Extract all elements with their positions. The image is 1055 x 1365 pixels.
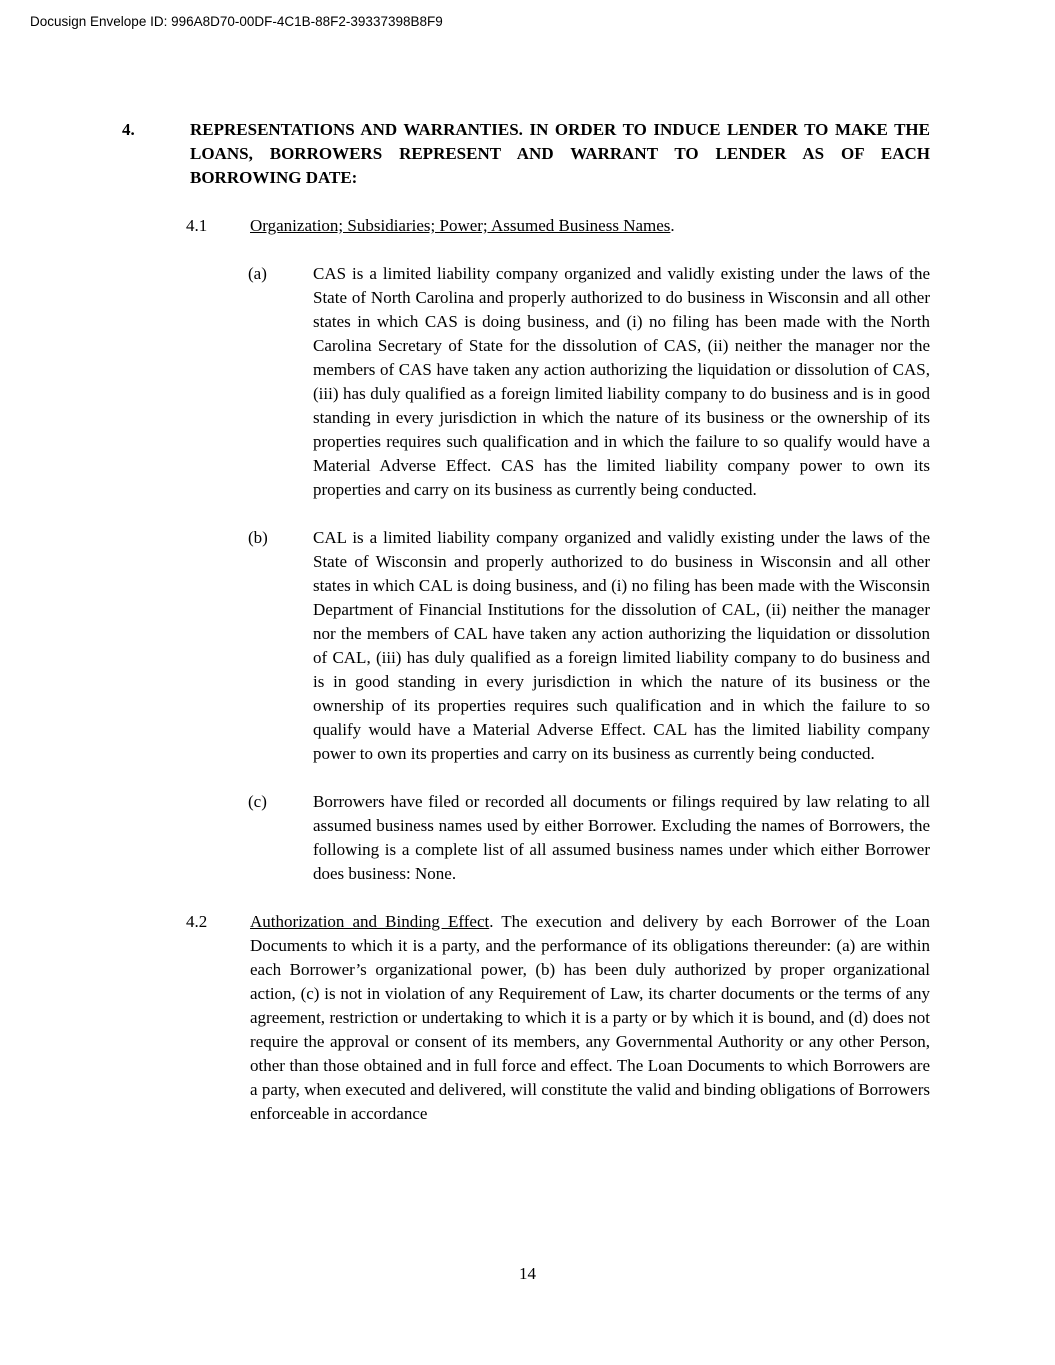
paragraph-4-1-a-text: CAS is a limited liability company organized and validly existing under the laws of the State of North Carolina and properly authorized to do business in Wisconsin and all other states in which CAS is doing business, and (i) no filing has been made with the North Carolina Secretary of State for the dissolution of CAS, (ii) neither the manager nor the members of CAS have taken any action authorizing the liquidation or dissolution of CAS, (iii) has duly qualified as a foreign limited liability company to do business and is in good standing in every jurisdiction in which the nature of its business or the ownership of its properties requires such qualification and in which the failure to so qualify would have a Material Adverse Effect. CAS has the limited liability company power to own its properties and carry on its business as currently being conducted. xyxy=(313,264,930,499)
paragraph-4-1-c xyxy=(248,790,930,886)
section-4-2-text xyxy=(250,910,930,1126)
section-4-2-number: 4.2 xyxy=(186,912,208,931)
section-4-heading xyxy=(122,118,930,190)
section-4-number: 4. xyxy=(122,120,135,139)
section-4-1-number: 4.1 xyxy=(186,216,208,235)
paragraph-4-1-b xyxy=(248,526,930,766)
section-4-2-title-underlined: Authorization and Binding Effect xyxy=(250,912,490,931)
paragraph-4-1-c-text: Borrowers have filed or recorded all documents or filings required by law relating to all assumed business names used by either Borrower. Excluding the names of Borrowers, the following is a complete list of all assumed business names under which either Borrower does business: None. xyxy=(313,792,930,883)
paragraph-4-1-b-label: (b) xyxy=(248,528,268,547)
section-4-1-title xyxy=(250,214,930,238)
paragraph-4-1-b-text: CAL is a limited liability company organized and validly existing under the laws of the State of Wisconsin and properly authorized to do business in Wisconsin and all other states in which CAL is doing business, and (i) no filing has been made with the Wisconsin Department of Financial Institutions for the dissolution of CAL, (ii) neither the manager nor the members of CAL have taken any action authorizing the liquidation or dissolution of CAL, (iii) has duly qualified as a foreign limited liability company to do business and is in good standing in every jurisdiction in which the nature of its business or the ownership of its properties requires such qualification and in which the failure to so qualify would have a Material Adverse Effect. CAL has the limited liability company power to own its properties and carry on its business as currently being conducted. xyxy=(313,528,930,763)
section-4-1-heading xyxy=(186,214,930,238)
section-4-2 xyxy=(186,910,930,1126)
docusign-envelope-id: Docusign Envelope ID: 996A8D70-00DF-4C1B-88F2-39337398B8F9 xyxy=(30,14,443,29)
section-4-1-title-underlined: Organization; Subsidiaries; Power; Assumed Business Names xyxy=(250,216,671,235)
section-4-1-title-period: . xyxy=(670,216,675,235)
paragraph-4-1-a-label: (a) xyxy=(248,264,267,283)
page-number: 14 xyxy=(519,1264,536,1283)
section-4-heading-text: REPRESENTATIONS AND WARRANTIES. IN ORDER TO INDUCE LENDER TO MAKE THE LOANS, BORROWERS REPRESENT AND WARRANT TO LENDER AS OF EACH BORROWING DATE: xyxy=(190,120,930,187)
section-4-2-body: . The execution and delivery by each Borrower of the Loan Documents to which it is a party, and the performance of its obligations thereunder: (a) are within each Borrower’s organizational power, (b) has been duly authorized by proper organizational action, (c) is not in violation of any Requirement of Law, its charter documents or the terms of any agreement, restriction or undertaking to which it is a party or by which it is bound, and (d) does not require the approval or consent of its members, any Governmental Authority or any other Person, other than those obtained and in full force and effect. The Loan Documents to which Borrowers are a party, when executed and delivered, will constitute the valid and binding obligations of Borrowers enforceable in accordance xyxy=(250,912,931,1123)
paragraph-4-1-c-label: (c) xyxy=(248,792,267,811)
paragraph-4-1-a xyxy=(248,262,930,502)
document-body xyxy=(122,118,930,1150)
